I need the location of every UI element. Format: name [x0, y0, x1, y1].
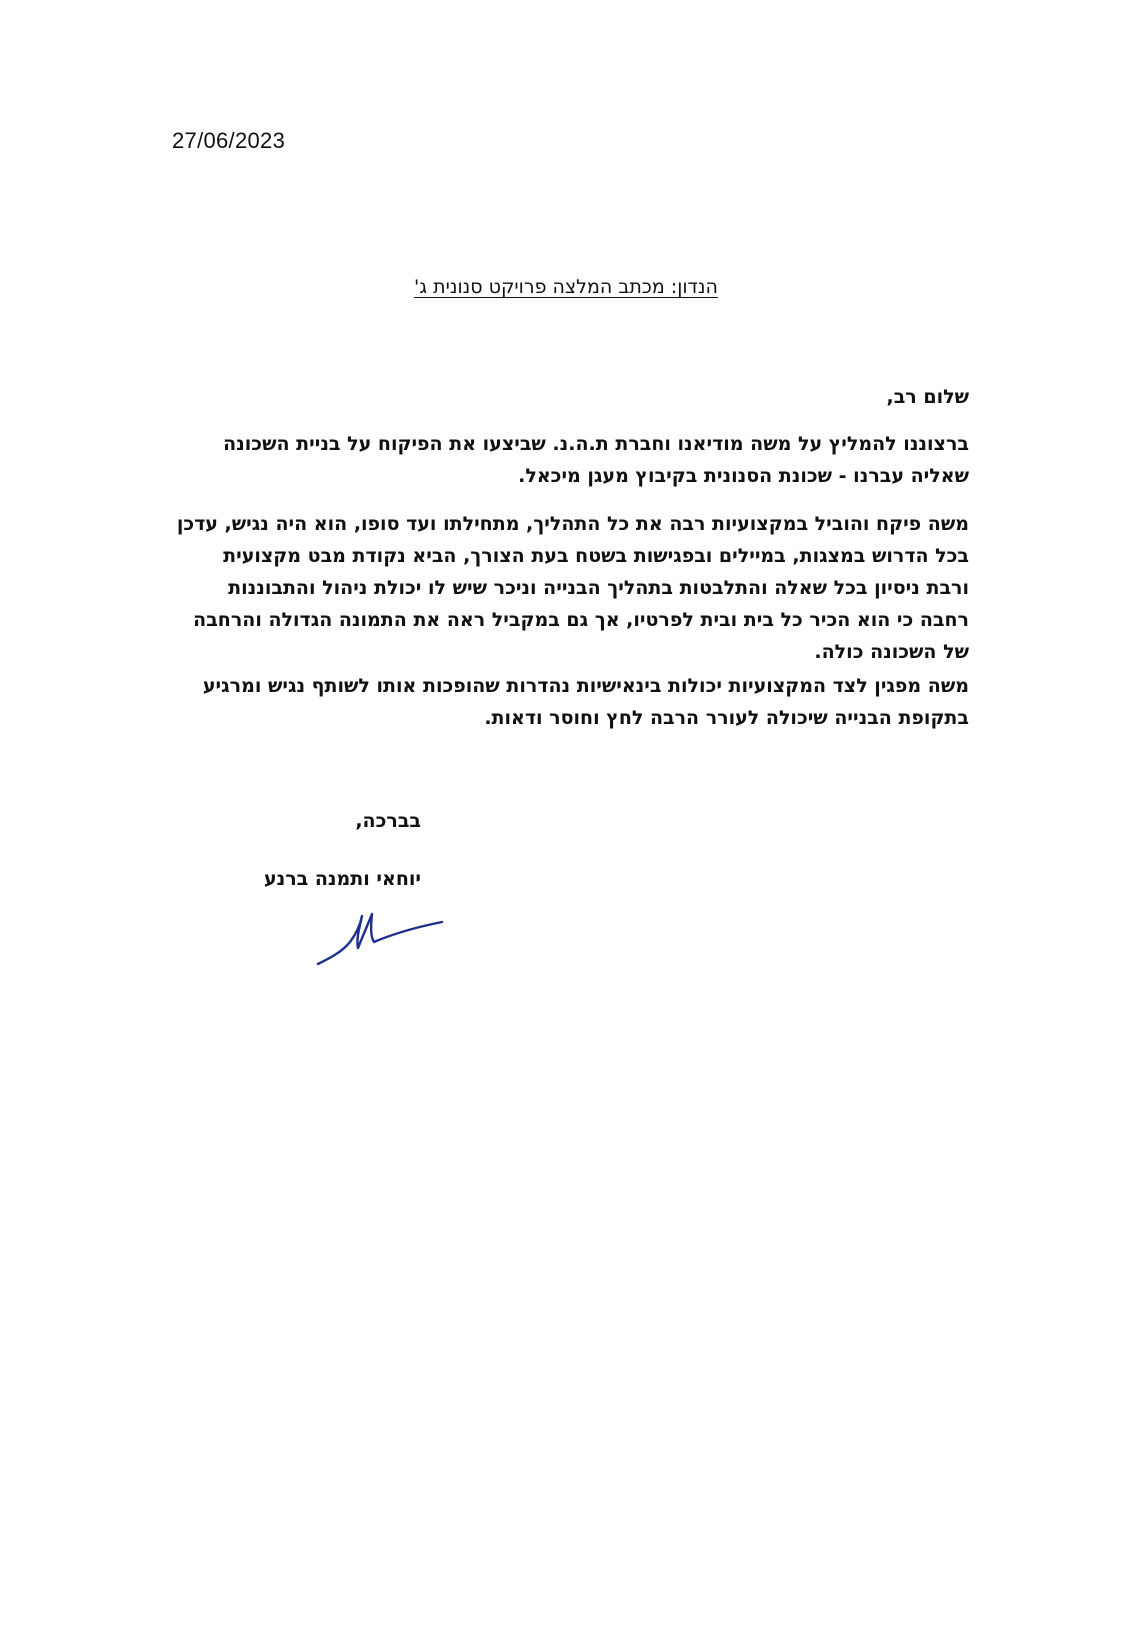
greeting: שלום רב,: [886, 386, 969, 408]
paragraph-line: משה מפגין לצד המקצועיות יכולות בינאישיות נהדרות שהופכות אותו לשותף נגיש ומרגיע: [202, 675, 969, 697]
paragraph-2: [149, 508, 969, 668]
handwritten-signature: [316, 908, 446, 968]
closing: בברכה,: [355, 810, 421, 832]
signer-name: יוחאי ותמנה ברנע: [263, 868, 421, 890]
paragraph-line: שאליה עברנו - שכונת הסנונית בקיבוץ מעגן מיכאל.: [518, 465, 969, 487]
paragraph-1: [149, 428, 969, 492]
letter-date: 27/06/2023: [172, 128, 286, 153]
paragraph-line: ברצוננו להמליץ על משה מודיאנו וחברת ת.ה.נ. שביצעו את הפיקוח על בניית השכונה: [223, 433, 969, 455]
paragraph-line: בתקופת הבנייה שיכולה לעורר הרבה לחץ וחוסר ודאות.: [484, 707, 969, 729]
letter-subject: הנדון: מכתב המלצה פרויקט סנונית ג': [414, 276, 718, 298]
paragraph-line: בכל הדרוש במצגות, במיילים ובפגישות בשטח בעת הצורך, הביא נקודת מבט מקצועית: [223, 545, 969, 567]
paragraph-3: [149, 670, 969, 734]
paragraph-line: של השכונה כולה.: [814, 641, 969, 663]
paragraph-line: ורבת ניסיון בכל שאלה והתלבטות בתהליך הבנייה וניכר שיש לו יכולת ניהול והתבוננות: [228, 577, 969, 599]
paragraph-line: רחבה כי הוא הכיר כל בית ובית לפרטיו, אך גם במקביל ראה את התמונה הגדולה והרחבה: [193, 609, 969, 631]
paragraph-line: משה פיקח והוביל במקצועיות רבה את כל התהליך, מתחילתו ועד סופו, הוא היה נגיש, עדכן: [176, 513, 969, 535]
